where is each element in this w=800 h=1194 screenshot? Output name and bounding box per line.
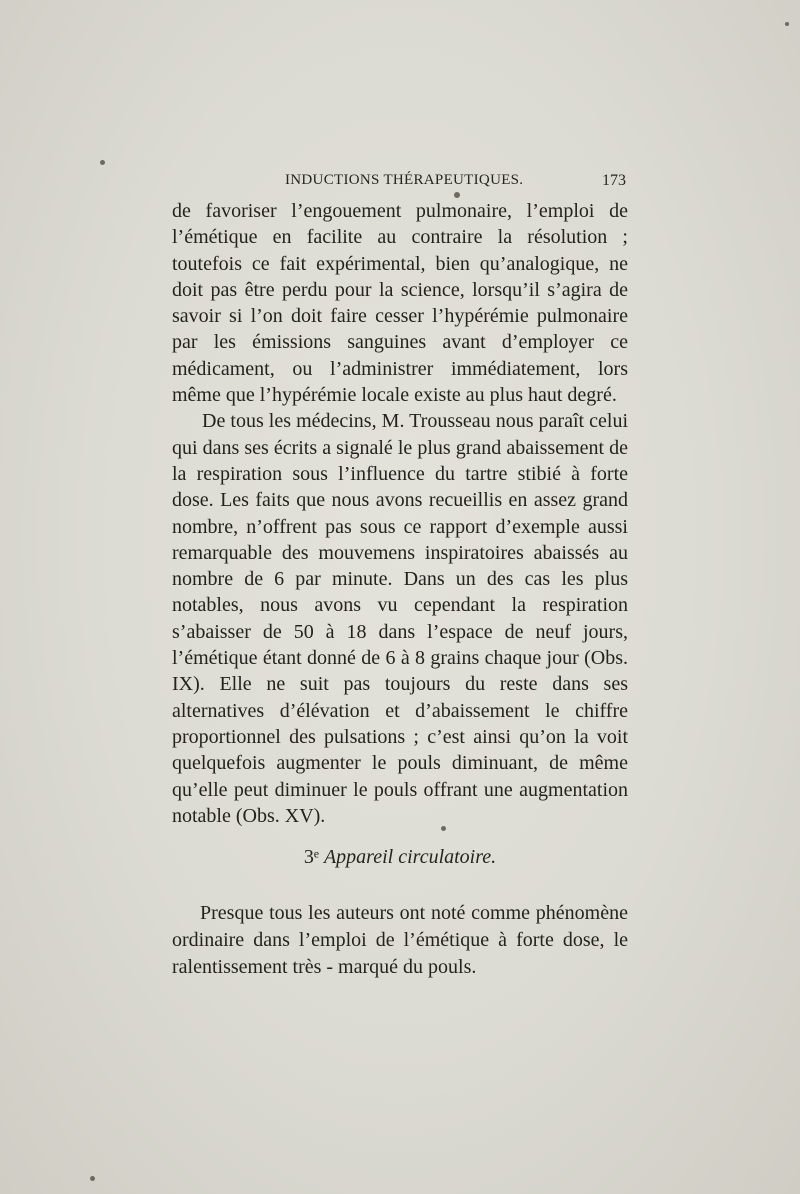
paper-speck	[100, 160, 105, 165]
paragraph-respiration: De tous les médecins, M. Trousseau nous paraît celui qui dans ses écrits a signalé le plus grand abaissement de la respiration sous l’influence du tartre stibié à forte dose. Les faits que nous avons recueillis en assez grand nombre, n’offrent pas sous ce rapport d’exemple aussi remarquable des mouvemens inspiratoires abaissés au nombre de 6 par minute. Dans un des cas les plus notables, nous avons vu cependant la respiration s’abaisser de 50 à 18 dans l’espace de neuf jours, l’émétique étant donné de 6 à 8 grains chaque jour (Obs. IX). Elle ne suit pas toujours du reste dans ses alternatives d’élévation et d’abaissement le chiffre proportionnel des pulsations ; c’est ainsi qu’on la voit quelquefois augmenter le pouls diminuant, de même qu’elle peut diminuer le pouls offrant une augmentation notable (Obs. XV).	[172, 410, 628, 827]
running-head: INDUCTIONS THÉRAPEUTIQUES.	[285, 172, 524, 188]
paper-speck	[785, 22, 789, 26]
body-text	[172, 198, 628, 829]
paper-speck	[441, 826, 446, 831]
page-header	[170, 172, 630, 196]
section-heading	[172, 846, 628, 869]
section-title: Appareil circulatoire.	[323, 846, 497, 868]
paragraph-circulation: Presque tous les auteurs ont noté comme phénomène ordinaire dans l’emploi de l’émétique à forte dose, le ralentissement très - marqué du pouls.	[172, 902, 628, 978]
paragraph-continuation: de favoriser l’engouement pulmonaire, l’emploi de l’émétique en facilite au contraire la résolution ; toutefois ce fait expérimental, bien qu’analogique, ne doit pas être perdu pour la science, lorsqu’il s’agira de savoir si l’on doit faire cesser l’hypérémie pulmonaire par les émissions sanguines avant d’employer ce médicament, ou l’administrer immédiatement, lors même que l’hypérémie locale existe au plus haut degré.	[172, 200, 628, 407]
paper-speck	[90, 1176, 95, 1181]
paper-speck	[454, 192, 460, 198]
page-number: 173	[602, 172, 626, 189]
section-number: 3ᵉ	[303, 846, 319, 868]
